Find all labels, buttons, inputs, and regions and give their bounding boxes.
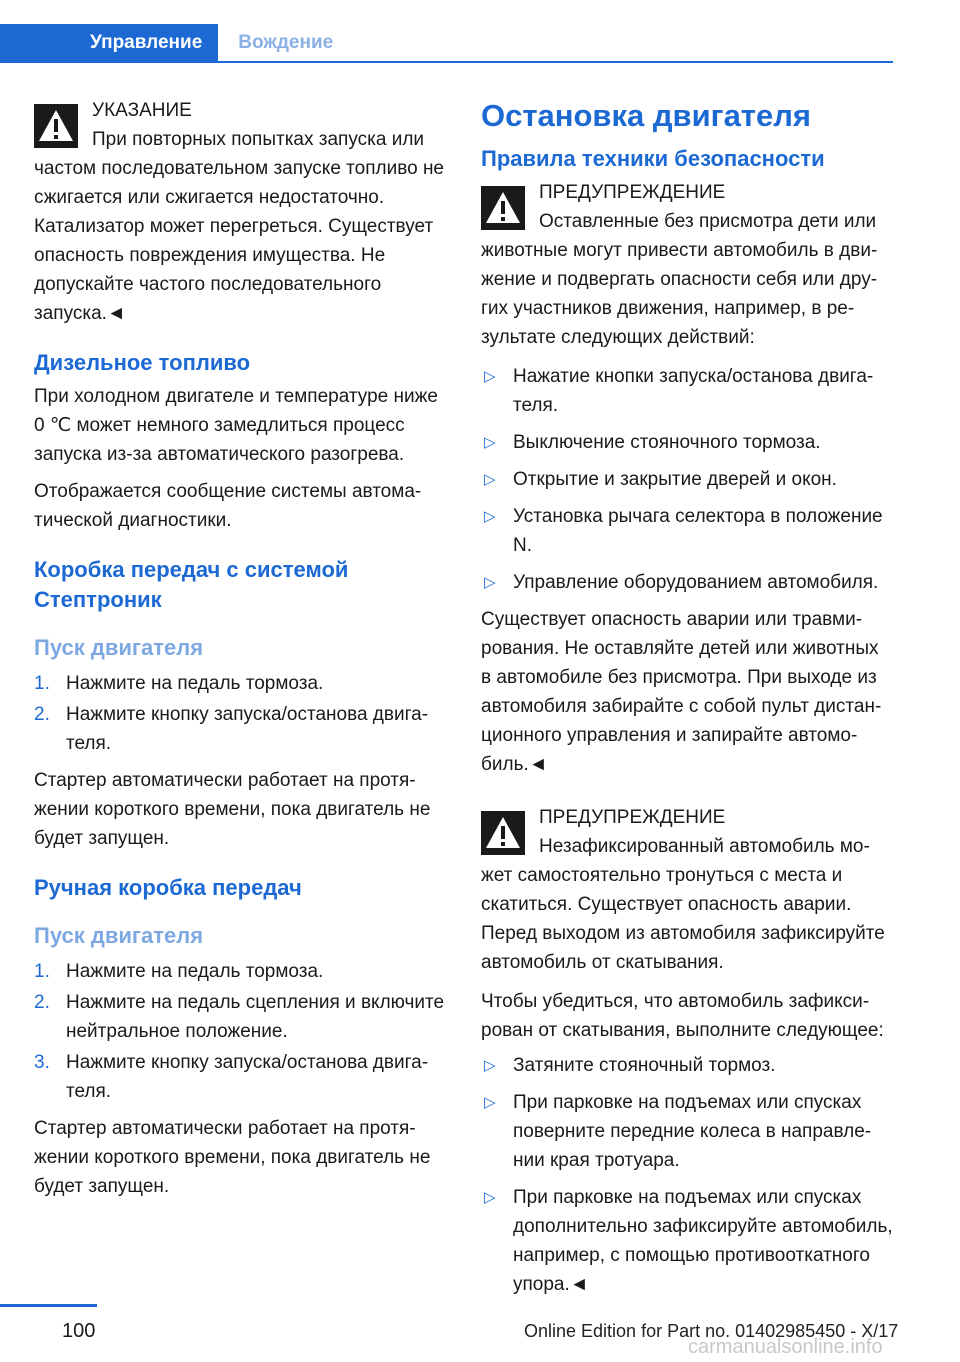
list-item: 2. Нажмите на педаль сцепления и включите нейтральное положение. [34,992,445,1042]
header-rule [0,61,893,63]
warning-2-bullets [481,1051,893,1299]
list-item: 1. Нажмите на педаль тормоза. [34,673,324,694]
tab-driving[interactable]: Вождение [238,32,334,53]
steptronic-steps [34,669,446,758]
section-title: Остановка двигателя [481,98,812,133]
list-item: ▷ Выключение стояночного тормоза. [481,428,893,457]
warning-triangle-icon [481,811,525,855]
warning-1-text: Оставленные без присмотра дети или животные могут привести автомобиль в движение и подвергать опасности себя или других участников движения, например, в результате следующих действий: [481,211,878,348]
steptronic-after: Стартер автоматически работает на протяжении короткого времени, пока двигатель не будет запущен. [34,770,431,849]
header-tabs [0,24,353,62]
footer-rule [0,1304,97,1307]
edition-note: Online Edition for Part no. 01402985450 - X/17 [524,1321,899,1341]
list-item: ▷ Управление оборудованием автомобиля. [481,568,893,597]
manual-after: Стартер автоматически работает на протяжении короткого времени, пока двигатель не будет запущен. [34,1118,431,1197]
triangle-bullet-icon: ▷ [484,1189,496,1206]
triangle-bullet-icon: ▷ [484,1094,496,1111]
list-item: ▷ Затяните стояночный тормоз. [481,1051,893,1080]
warning-1-title: ПРЕДУПРЕЖДЕНИЕ [539,182,726,203]
warning-triangle-icon [34,104,78,148]
warning-2-paragraph: Чтобы убедиться, что автомобиль зафиксирован от скатывания, выполните следующее: [481,991,884,1041]
warning-block-2 [481,803,893,977]
triangle-bullet-icon: ▷ [484,1057,496,1074]
list-item: 2. Нажмите кнопку запуска/останова двигателя. [34,704,429,754]
list-item: 3. Нажмите кнопку запуска/останова двигателя. [34,1052,429,1102]
list-item: ▷ Открытие и закрытие дверей и окон. [481,465,893,494]
right-column [481,96,893,1307]
warning-2-title: ПРЕДУПРЕЖДЕНИЕ [539,807,726,828]
triangle-bullet-icon: ▷ [484,368,496,385]
warning-block-1 [481,178,893,352]
list-item: ▷ Установка рычага селектора в положение N. [481,502,893,560]
notice-text: При повторных попытках запуска или частом последовательном запуске топливо не сжигается или сжигается недостаточно. Катализатор может перегреться. Существует опасность повреждения имущества. Не допускайте частого последовательного запуска.◄ [34,129,445,324]
list-item: ▷ При парковке на подъемах или спусках дополнительно зафиксируйте автомобиль, например, с помощью противооткатного упора.◄ [481,1183,893,1299]
list-item: ▷ При парковке на подъемах или спусках поверните передние колеса в направлении края тротуара. [481,1088,893,1175]
warning-1-bullets [481,362,893,597]
steptronic-heading: Коробка передач с системой Стептроник [34,557,349,612]
triangle-bullet-icon: ▷ [484,574,496,591]
watermark: carmanualsonline.info [688,1336,883,1358]
safety-heading: Правила техники безопасности [481,146,825,171]
warning-1-after: Существует опасность аварии или травмирования. Не оставляйте детей или животных в автомобиле без присмотра. При выходе из автомобиля забирайте с собой пульт дистанционного управления и запирайте автомобиль.◄ [481,609,882,775]
manual-subheading: Пуск двигателя [34,923,204,948]
diesel-paragraph-1: При холодном двигателе и температуре ниже 0 ℃ может немного замедлиться процесс запуска из-за автоматического разогрева. [34,386,438,465]
warning-triangle-icon [481,186,525,230]
manual-heading: Ручная коробка передач [34,875,302,900]
triangle-bullet-icon: ▷ [484,471,496,488]
manual-steps [34,957,446,1106]
notice-title: УКАЗАНИЕ [92,100,192,121]
tab-controls[interactable]: Управление [0,24,218,62]
triangle-bullet-icon: ▷ [484,434,496,451]
steptronic-subheading: Пуск двигателя [34,635,204,660]
triangle-bullet-icon: ▷ [484,508,496,525]
left-column [34,96,446,1201]
diesel-heading: Дизельное топливо [34,350,251,375]
list-item: 1. Нажмите на педаль тормоза. [34,961,324,982]
diesel-paragraph-2: Отображается сообщение системы автоматической диагностики. [34,481,422,531]
list-item: ▷ Нажатие кнопки запуска/останова двигателя. [481,362,893,420]
page-number: 100 [62,1320,96,1342]
warning-2-text: Незафиксированный автомобиль может самостоятельно тронуться с места и скатиться. Существует опасность аварии. Перед выходом из автомобиля зафиксируйте автомобиль от скатывания. [481,836,885,973]
notice-block [34,96,446,328]
